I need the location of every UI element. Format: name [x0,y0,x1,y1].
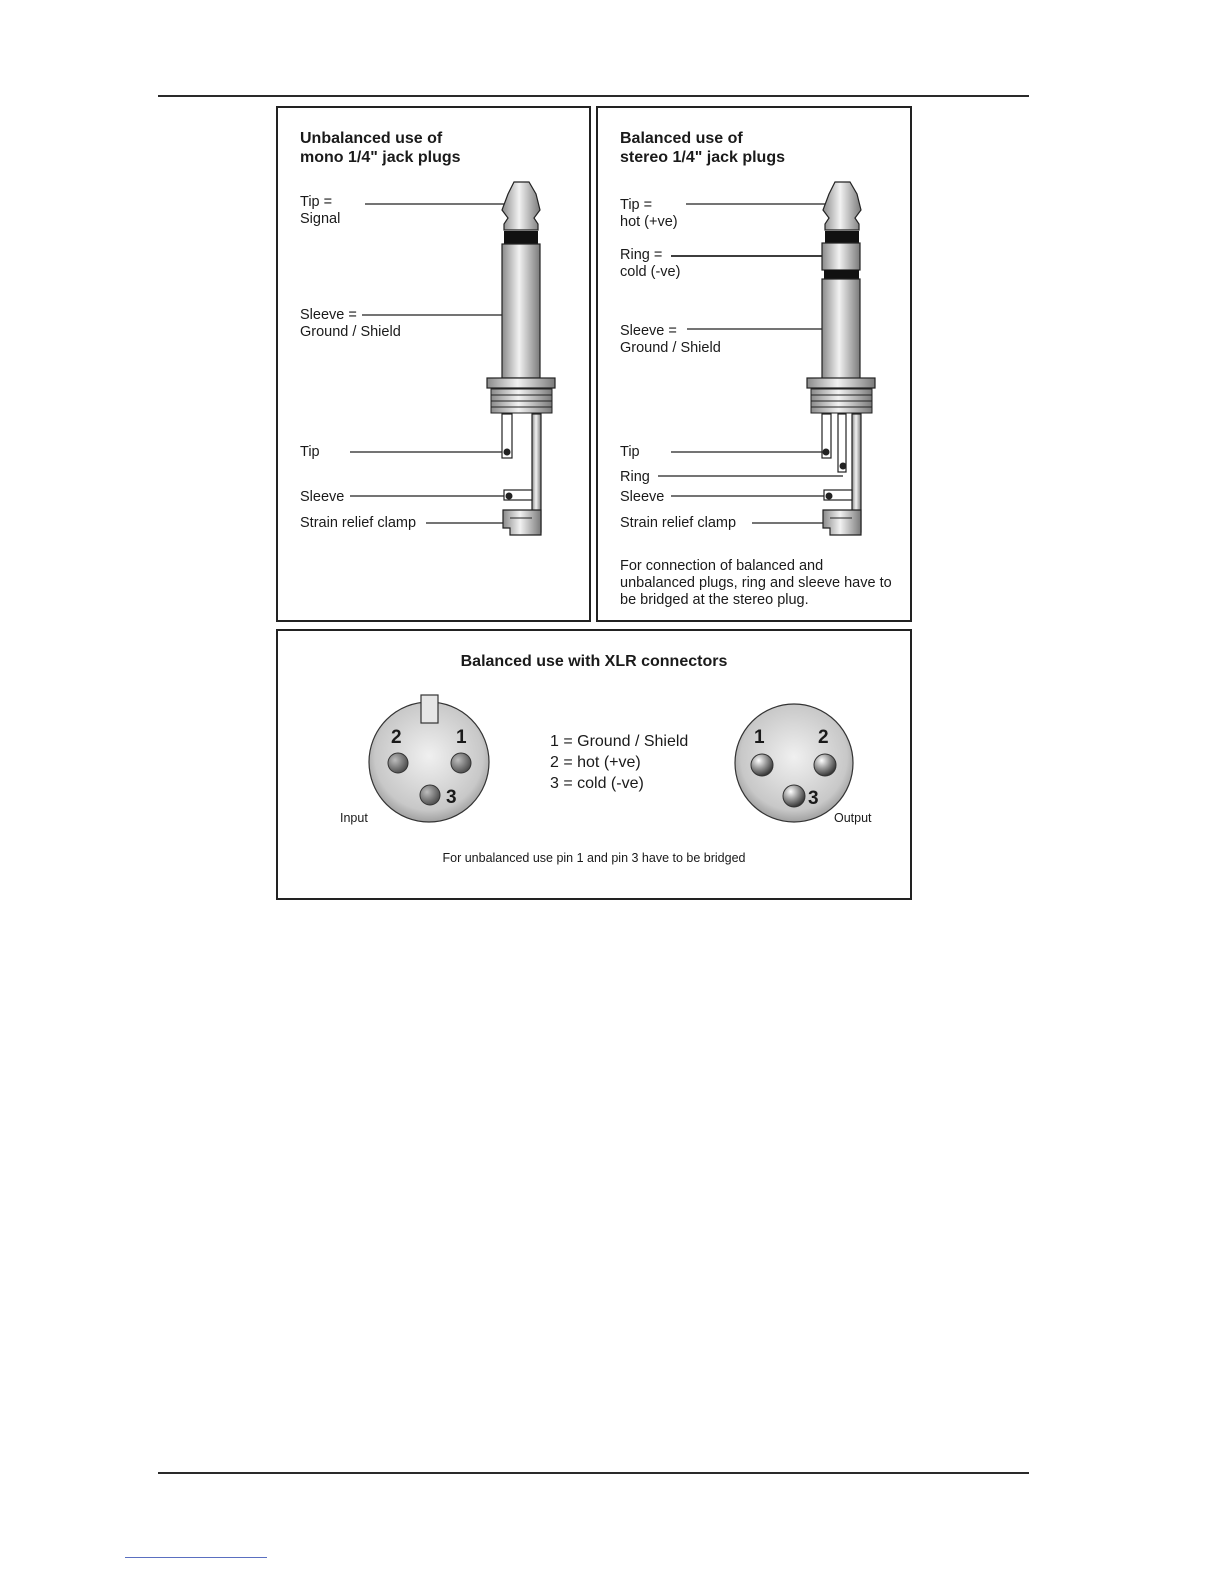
mono-strain-relief-clamp [503,510,541,535]
mono-tip-solder-point [504,449,511,456]
mono-sleeve-solder-point [506,493,513,500]
stereo-panel-title: Balanced use of stereo 1/4" jack plugs [620,130,785,166]
stereo-sleeve-label: Sleeve = Ground / Shield [620,323,721,356]
mono-jack-plug-illustration [276,106,591,622]
xlr-panel [276,629,912,900]
stereo-bridging-note: For connection of balanced and unbalanced plugs, ring and sleeve have to be bridged at the stereo plug. [620,558,892,608]
stereo-jack-plug-illustration [596,106,912,622]
stereo-tip-solder-point [823,449,830,456]
mono-inner-sleeve-label: Sleeve [300,489,345,505]
xlr-input-connector [369,695,489,822]
xlr-output-pin-2 [814,754,836,776]
legend-pin-2: 2 = hot (+ve) [550,754,641,771]
stereo-tip [823,182,861,230]
xlr-panel-title: Balanced use with XLR connectors [460,653,728,670]
mono-collar [487,378,555,388]
xlr-output-pin-number-3: 3 [808,788,819,809]
stereo-sleeve-solder-point [826,493,833,500]
stereo-jack-panel [596,106,912,622]
top-rule [158,95,1029,97]
stereo-strain-relief-clamp [823,510,861,535]
stereo-strain-relief-label: Strain relief clamp [620,515,737,531]
stereo-tip-insulator [825,231,859,243]
stereo-ring-label: Ring = cold (-ve) [620,247,681,280]
mono-insulator [504,231,538,244]
xlr-input-pin-1-socket [451,753,471,773]
mono-tip [502,182,540,230]
xlr-output-pin-number-1: 1 [754,727,765,748]
mono-threads [491,389,552,413]
mono-sleeve-label: Sleeve = Ground / Shield [300,307,401,340]
xlr-output-pin-number-2: 2 [818,727,829,748]
xlr-input-pin-3-socket [420,785,440,805]
xlr-output-connector [735,704,853,822]
stereo-ring-solder-point [840,463,847,470]
stereo-collar [807,378,875,388]
mono-strain-relief-label: Strain relief clamp [300,515,417,531]
stereo-sleeve [822,279,860,379]
xlr-input-label: Input [340,811,368,825]
bottom-rule [158,1472,1029,1474]
stereo-ring-insulator [824,270,859,279]
xlr-connectors-illustration [276,629,912,900]
footer-link-underline [125,1557,267,1558]
stereo-inner-sleeve-label: Sleeve [620,489,665,505]
xlr-output-pin-3 [783,785,805,807]
mono-panel-title: Unbalanced use of mono 1/4" jack plugs [300,130,461,166]
xlr-input-latch [421,695,438,723]
stereo-inner-ring-label: Ring [620,469,650,485]
mono-inner-tip-label: Tip [300,444,320,460]
xlr-input-pin-number-1: 1 [456,727,467,748]
legend-pin-1: 1 = Ground / Shield [550,733,689,750]
stereo-threads [811,389,872,413]
xlr-input-pin-number-3: 3 [446,787,457,808]
xlr-input-pin-2-socket [388,753,408,773]
stereo-ring [822,243,860,270]
legend-pin-3: 3 = cold (-ve) [550,775,644,792]
xlr-output-label: Output [834,811,872,825]
xlr-input-pin-number-2: 2 [391,727,402,748]
mono-sleeve [502,244,540,378]
stereo-inner-tip-label: Tip [620,444,640,460]
stereo-tip-label: Tip = hot (+ve) [620,197,678,230]
xlr-footnote: For unbalanced use pin 1 and pin 3 have to be bridged [442,851,746,865]
xlr-output-pin-1 [751,754,773,776]
mono-jack-panel [276,106,591,622]
mono-tip-label: Tip = Signal [300,194,341,227]
